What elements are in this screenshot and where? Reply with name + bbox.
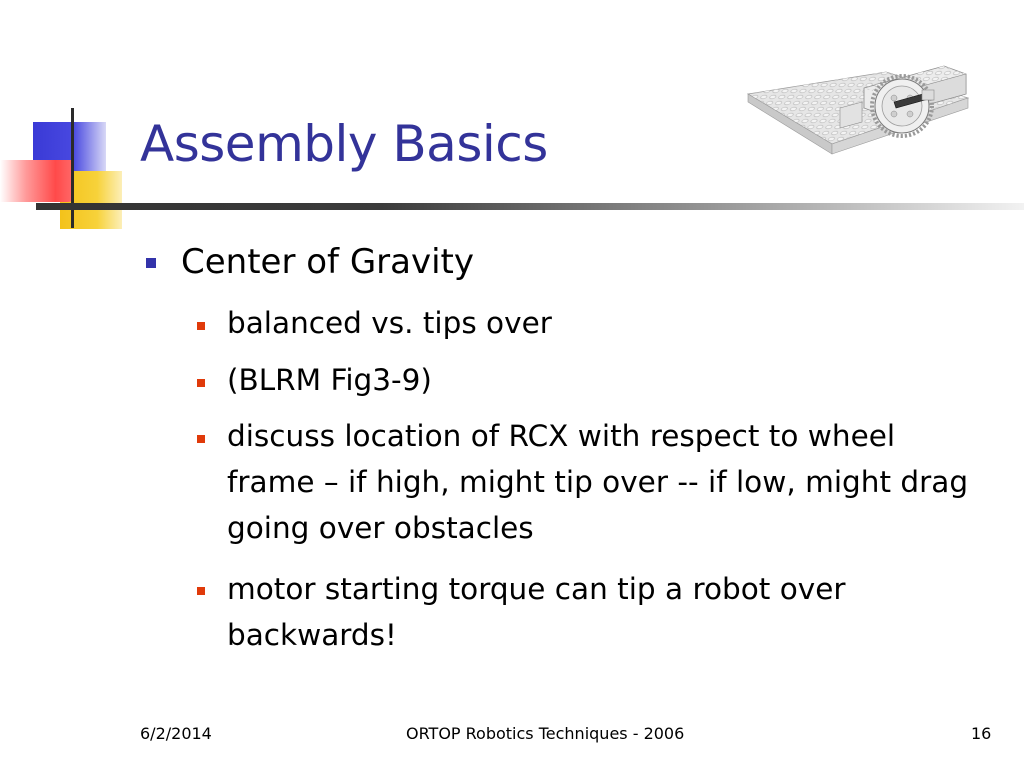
decor-red-square bbox=[0, 160, 74, 202]
bullet-square-icon bbox=[146, 258, 156, 268]
lego-gear-assembly-image bbox=[744, 58, 970, 164]
decor-vertical-line bbox=[71, 108, 74, 228]
bullet-square-icon bbox=[197, 322, 205, 330]
bullet-level1: Center of Gravity bbox=[181, 242, 475, 282]
slide-title: Assembly Basics bbox=[140, 115, 548, 173]
bullet-level2: (BLRM Fig3-9) bbox=[227, 363, 432, 397]
bullet-level2: motor starting torque can tip a robot over backwards! bbox=[227, 572, 846, 652]
bullet-level2: balanced vs. tips over bbox=[227, 306, 552, 340]
bullet-level2: discuss location of RCX with respect to wheel frame – if high, might tip over -- if low, might drag going over obstacles bbox=[227, 419, 969, 545]
title-underline bbox=[36, 203, 1024, 210]
bullet-square-icon bbox=[197, 379, 205, 387]
bullet-square-icon bbox=[197, 435, 205, 443]
bullet-square-icon bbox=[197, 587, 205, 595]
footer-title: ORTOP Robotics Techniques - 2006 bbox=[406, 724, 685, 743]
footer-date: 6/2/2014 bbox=[140, 724, 212, 743]
slide-number: 16 bbox=[971, 724, 992, 743]
